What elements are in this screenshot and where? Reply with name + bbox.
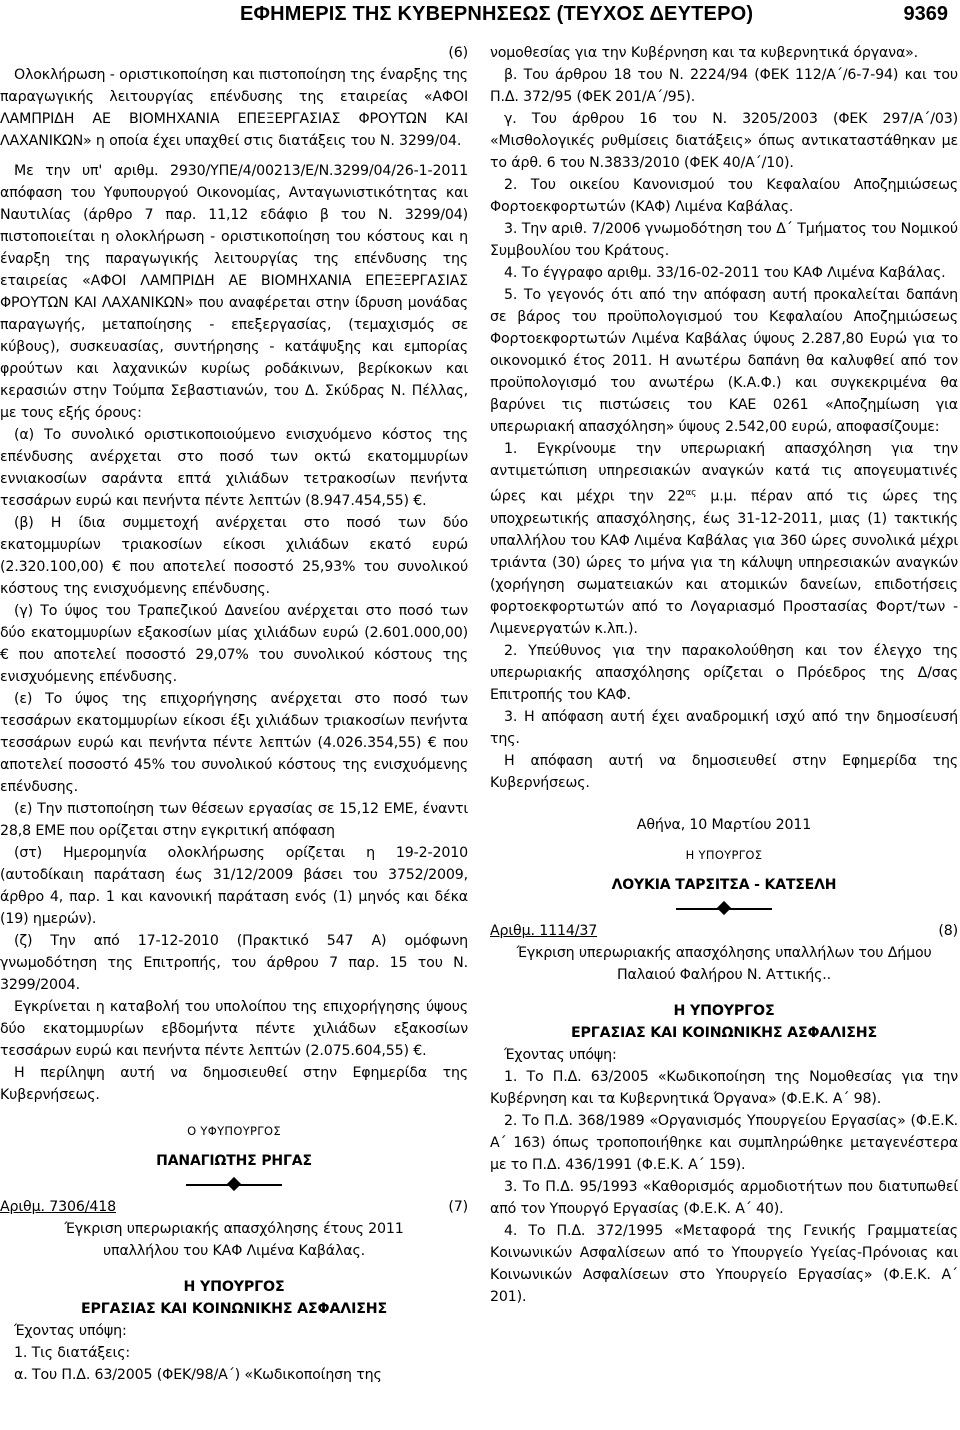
item-6-term-c: (γ) Το ύψος του Τραπεζικού Δανείου ανέρχεται στο ποσό των δύο εκατομμυρίων εξακοσίων μίας χιλιάδων ευρώ (2.601.000,00) € που αποτελεί ποσοστό 29,07% του συνολικού κόστους της ενισχυόμενης επένδυσης.	[0, 603, 468, 685]
item-7-decision-3: 3. Η απόφαση αυτή έχει αναδρομική ισχύ από την δημοσίευσή της.	[490, 708, 958, 747]
signatory-role: Ο ΥΦΥΠΟΥΡΓΟΣ	[187, 1124, 281, 1138]
section-separator	[0, 1176, 468, 1192]
item-6-term-f: (στ) Ημερομηνία ολοκλήρωσης ορίζεται η 19-2-2010 (αυτοδίκαιη παράταση έως 31/12/2009 βάσει του 3752/2009, άρθρο 4, παρ. 1 και κανονική παράταση ενός (1) μηνός και δέκα (19) ημερών).	[0, 845, 468, 927]
gazette-title: ΕΦΗΜΕΡΙΣ ΤΗΣ ΚΥΒΕΡΝΗΣΕΩΣ (ΤΕΥΧΟΣ ΔΕΥΤΕΡΟ)	[240, 3, 754, 25]
item-8-number: (8)	[938, 922, 958, 939]
item-7-reference-line	[0, 1196, 468, 1218]
decision-1-superscript: ας	[685, 488, 697, 498]
item-7-clause-1: 1. Τις διατάξεις:	[14, 1345, 131, 1361]
item-8-reference: Αριθμ. 1114/37	[490, 922, 598, 939]
item-7-decision-1	[490, 438, 958, 640]
item-8-clause-1: 1. Το Π.Δ. 63/2005 «Κωδικοποίηση της Νομοθεσίας για την Κυβέρνηση και τα Κυβερνητικά Όργανα» (Φ.Ε.Κ. Α΄ 98).	[490, 1068, 958, 1107]
having-regard-right: Έχοντας υπόψη:	[504, 1046, 617, 1063]
item-7-clause-1b: β. Του άρθρου 18 του Ν. 2224/94 (ΦΕΚ 112/Α΄/6-7-94) και του Π.Δ. 372/95 (ΦΕΚ 201/Α΄/95).	[490, 67, 958, 105]
ministry-heading: ΕΡΓΑΣΙΑΣ ΚΑΙ ΚΟΙΝΩΝΙΚΗΣ ΑΣΦΑΛΙΣΗΣ	[80, 1301, 388, 1317]
item-7-clause-5: 5. Το γεγονός ότι από την απόφαση αυτή προκαλείται δαπάνη σε βάρος του προϋπολογισμού του Κεφαλαίου Αποζημιώσεως Φορτοεκφορτωτών Λιμένα Καβάλας ύψους 2.287,80 Ευρώ για το οικονομικό έτος 2011. Η ανωτέρω δαπάνη θα καλυφθεί από τον προϋπολογισμό του ανωτέρω (Κ.Α.Φ.) και συγκεκριμένα θα βαρύνει τις πιστώσεις του ΚΑΕ 0261 «Αποζημίωση για υπερωριακή απασχόληση» ύψους 2.542,00 ευρώ, αποφασίζουμε:	[490, 287, 958, 435]
item-7-clause-1a: α. Του Π.Δ. 63/2005 (ΦΕΚ/98/Α΄) «Κωδικοποίηση της	[14, 1367, 382, 1383]
item-7-clause-1a-cont: νομοθεσίας για την Κυβέρνηση και τα κυβερνητικά όργανα».	[490, 45, 919, 61]
item-8-clause-3: 3. Το Π.Δ. 95/1993 «Καθορισμός αρμοδιοτήτων που διατυπωθεί από τον Υπουργό Εργασίας (Φ.Ε.Κ. Α΄ 40).	[490, 1178, 958, 1217]
ministry-heading-right: ΕΡΓΑΣΙΑΣ ΚΑΙ ΚΟΙΝΩΝΙΚΗΣ ΑΣΦΑΛΙΣΗΣ	[570, 1024, 878, 1041]
item-6-term-b: (β) Η ίδια συμμετοχή ανέρχεται στο ποσό των δύο εκατομμυρίων τριακοσίων είκοσι χιλιάδων εκατό ευρώ (2.320.100,00) € που αποτελεί ποσοστό 25,93% του συνολικού κόστους της ενισχυόμενης επένδυσης.	[0, 515, 468, 597]
minister-heading-right: Η ΥΠΟΥΡΓΟΣ	[673, 1002, 775, 1019]
item-8-reference-line	[490, 920, 958, 942]
signatory-name-right: ΛΟΥΚΙΑ ΤΑΡΣΙΤΣΑ - ΚΑΤΣΕΛΗ	[611, 876, 837, 893]
item-6-term-d: (ε) Το ύψος της επιχορήγησης ανέρχεται στο ποσό των τεσσάρων εκατομμυρίων είκοσι έξι χιλιάδων τριακοσίων πενήντα τεσσάρων ευρώ και πενήντα πέντε λεπτών (4.026.354,55) € που αποτελεί ποσοστό 45% του συνολικού κόστους της ενισχυόμενης επένδυσης.	[0, 691, 468, 795]
item-6-body: Με την υπ' αριθμ. 2930/ΥΠΕ/4/00213/Ε/Ν.3299/04/26-1-2011 απόφαση του Υφυπουργού Οικονομίας, Ανταγωνιστικότητας και Ναυτιλίας (άρθρο 7 παρ. 11,12 εδάφιο β του Ν. 3299/04) πιστοποιείται η ολοκλήρωση - οριστικοποίηση του κόστους και η έναρξη της παραγωγικής λειτουργίας της επένδυσης της εταιρείας «ΑΦΟΙ ΛΑΜΠΡΙΔΗ ΑΕ ΒΙΟΜΗΧΑΝΙΑ ΕΠΕΞΕΡΓΑΣΙΑΣ ΦΡΟΥΤΩΝ ΚΑΙ ΛΑΧΑΝΙΚΩΝ» που αναφέρεται στην ίδρυση μονάδας παραγωγής, μεταποίησης - επεξεργασίας, (τεμαχισμός σε κύβους), συσκευασίας, συντήρησης - κατάψυξης και εμπορίας φρούτων και λαχανικών κυρίως ροδάκινων, βερίκοκων και κερασιών στην Τούμπα Σεβαστιανών, του Δ. Σκύδρας Ν. Πέλλας, με τους εξής όρους:	[0, 163, 468, 421]
item-7-publication: Η απόφαση αυτή να δημοσιευθεί στην Εφημερίδα της Κυβερνήσεως.	[490, 752, 958, 791]
item-7-clause-2: 2. Του οικείου Κανονισμού του Κεφαλαίου Αποζημιώσεως Φορτοεκφορτωτών (ΚΑΦ) Λιμένα Καβάλας.	[490, 177, 958, 215]
item-7-reference: Αριθμ. 7306/418	[0, 1199, 116, 1215]
item-6-number: (6)	[448, 45, 468, 61]
item-8-clause-2: 2. Το Π.Δ. 368/1989 «Οργανισμός Υπουργείου Εργασίας» (Φ.Ε.Κ. Α΄ 163) όπως τροποποιήθηκε και συμπληρώθηκε μεταγενέστερα με το Π.Δ. 436/1991 (Φ.Ε.Κ. Α΄ 159).	[490, 1112, 958, 1173]
item-6-title: Ολοκλήρωση - οριστικοποίηση και πιστοποίηση της έναρξης της παραγωγικής λειτουργίας επένδυσης της εταιρείας «ΑΦΟΙ ΛΑΜΠΡΙΔΗ ΑΕ ΒΙΟΜΗΧΑΝΙΑ ΕΠΕΞΕΡΓΑΣΙΑΣ ΦΡΟΥΤΩΝ ΚΑΙ ΛΑΧΑΝΙΚΩΝ» η οποία έχει υπαχθεί στις διατάξεις του Ν. 3299/04.	[0, 67, 468, 149]
decision-1-text-end: μ.μ. πέραν από τις ώρες της υποχρεωτικής απασχόλησης, έως 31-12-2011, μιας (1) τακτικής υπαλλήλου του ΚΑΦ Λιμένα Καβάλας για 360 ώρες συνολικά μέχρι τριάντα (30) ώρες το μήνα για τη κάλυψη υπηρεσιακών αναγκών (χορήγηση σωματειακών και ατομικών δανείων, επιδοτήσεις φορτοεκφορτωτών από το Λογαριασμό Προστασίας Φορτ/των - Λιμενεργατών κ.λπ.).	[490, 488, 958, 637]
item-7-number: (7)	[448, 1199, 468, 1215]
item-7-decision-2: 2. Υπεύθυνος για την παρακολούθηση και τον έλεγχο της υπερωριακής απασχόλησης ορίζεται ο Πρόεδρος της Δ/σας Επιτροπής του ΚΑΦ.	[490, 642, 958, 703]
item-6-term-g: (ζ) Την από 17-12-2010 (Πρακτικό 547 Α) ομόφωνη γνωμοδότηση της Επιτροπής, του άρθρου 7 παρ. 15 του Ν. 3299/2004.	[0, 933, 468, 993]
left-column	[0, 42, 468, 1386]
item-6-publication: Η περίληψη αυτή να δημοσιευθεί στην Εφημερίδα της Κυβερνήσεως.	[0, 1065, 468, 1103]
item-7-clause-1c: γ. Του άρθρου 16 του Ν. 3205/2003 (ΦΕΚ 297/Α΄/03) «Μισθολογικές ρυθμίσεις διατάξεις» όπως αντικαταστάθηκαν με το άρθ. 6 του Ν.3833/2010 (ΦΕΚ 40/Α΄/10).	[490, 111, 958, 171]
item-8-title: Έγκριση υπερωριακής απασχόλησης υπαλλήλων του Δήμου Παλαιού Φαλήρου Ν. Αττικής..	[516, 944, 932, 983]
section-separator-right	[490, 900, 958, 916]
item-6-approval: Εγκρίνεται η καταβολή του υπολοίπου της επιχορήγησης ύψους δύο εκατομμυρίων εβδομήντα πέντε χιλιάδων εξακοσίων τεσσάρων ευρώ και πενήντα πέντε λεπτών (2.075.604,55) €.	[0, 999, 468, 1059]
signatory-name: ΠΑΝΑΓΙΩΤΗΣ ΡΗΓΑΣ	[156, 1153, 312, 1169]
signatory-role-right: Η ΥΠΟΥΡΓΟΣ	[685, 847, 763, 862]
minister-heading: Η ΥΠΟΥΡΓΟΣ	[183, 1279, 285, 1295]
signing-date: Αθήνα, 10 Μαρτίου 2011	[636, 816, 812, 833]
page-number: 9369	[903, 3, 948, 25]
item-6-term-a: (α) Το συνολικό οριστικοποιούμενο ενισχυόμενο κόστος της επένδυσης ανέρχεται στο ποσό των οκτώ εκατομμυρίων εννιακοσίων σαράντα επτά χιλιάδων τετρακοσίων πενήντα τεσσάρων ευρώ και πενήντα πέντε λεπτών (8.947.454,55) €.	[0, 427, 468, 509]
item-7-title: Έγκριση υπερωριακής απασχόλησης έτους 2011 υπαλλήλου του ΚΑΦ Λιμένα Καβάλας.	[64, 1221, 404, 1259]
item-7-clause-4: 4. Το έγγραφο αριθμ. 33/16-02-2011 του ΚΑΦ Λιμένα Καβάλας.	[504, 265, 946, 281]
having-regard: Έχοντας υπόψη:	[14, 1323, 127, 1339]
item-8-clause-4: 4. Το Π.Δ. 372/1995 «Μεταφορά της Γενικής Γραμματείας Κοινωνικών Ασφαλίσεων από το Υπουργείο Υγείας-Πρόνοιας και Κοινωνικών Ασφαλίσεων στο Υπουργείο Εργασίας» (Φ.Ε.Κ. Α΄ 201).	[490, 1222, 958, 1305]
item-7-clause-3: 3. Την αριθ. 7/2006 γνωμοδότηση του Δ΄ Τμήματος του Νομικού Συμβουλίου του Κράτους.	[490, 221, 958, 259]
page-header	[0, 0, 960, 34]
item-6-term-e: (ε) Την πιστοποίηση των θέσεων εργασίας σε 15,12 ΕΜΕ, έναντι 28,8 ΕΜΕ που ορίζεται στην εγκριτική απόφαση	[0, 801, 468, 839]
right-column	[490, 42, 958, 1308]
decision-1-text-start: 1. Εγκρίνουμε την υπερωριακή απασχόληση για την αντιμετώπιση υπηρεσιακών αναγκών κατά τις απογευματινές ώρες και μέχρι την 22	[490, 441, 958, 505]
